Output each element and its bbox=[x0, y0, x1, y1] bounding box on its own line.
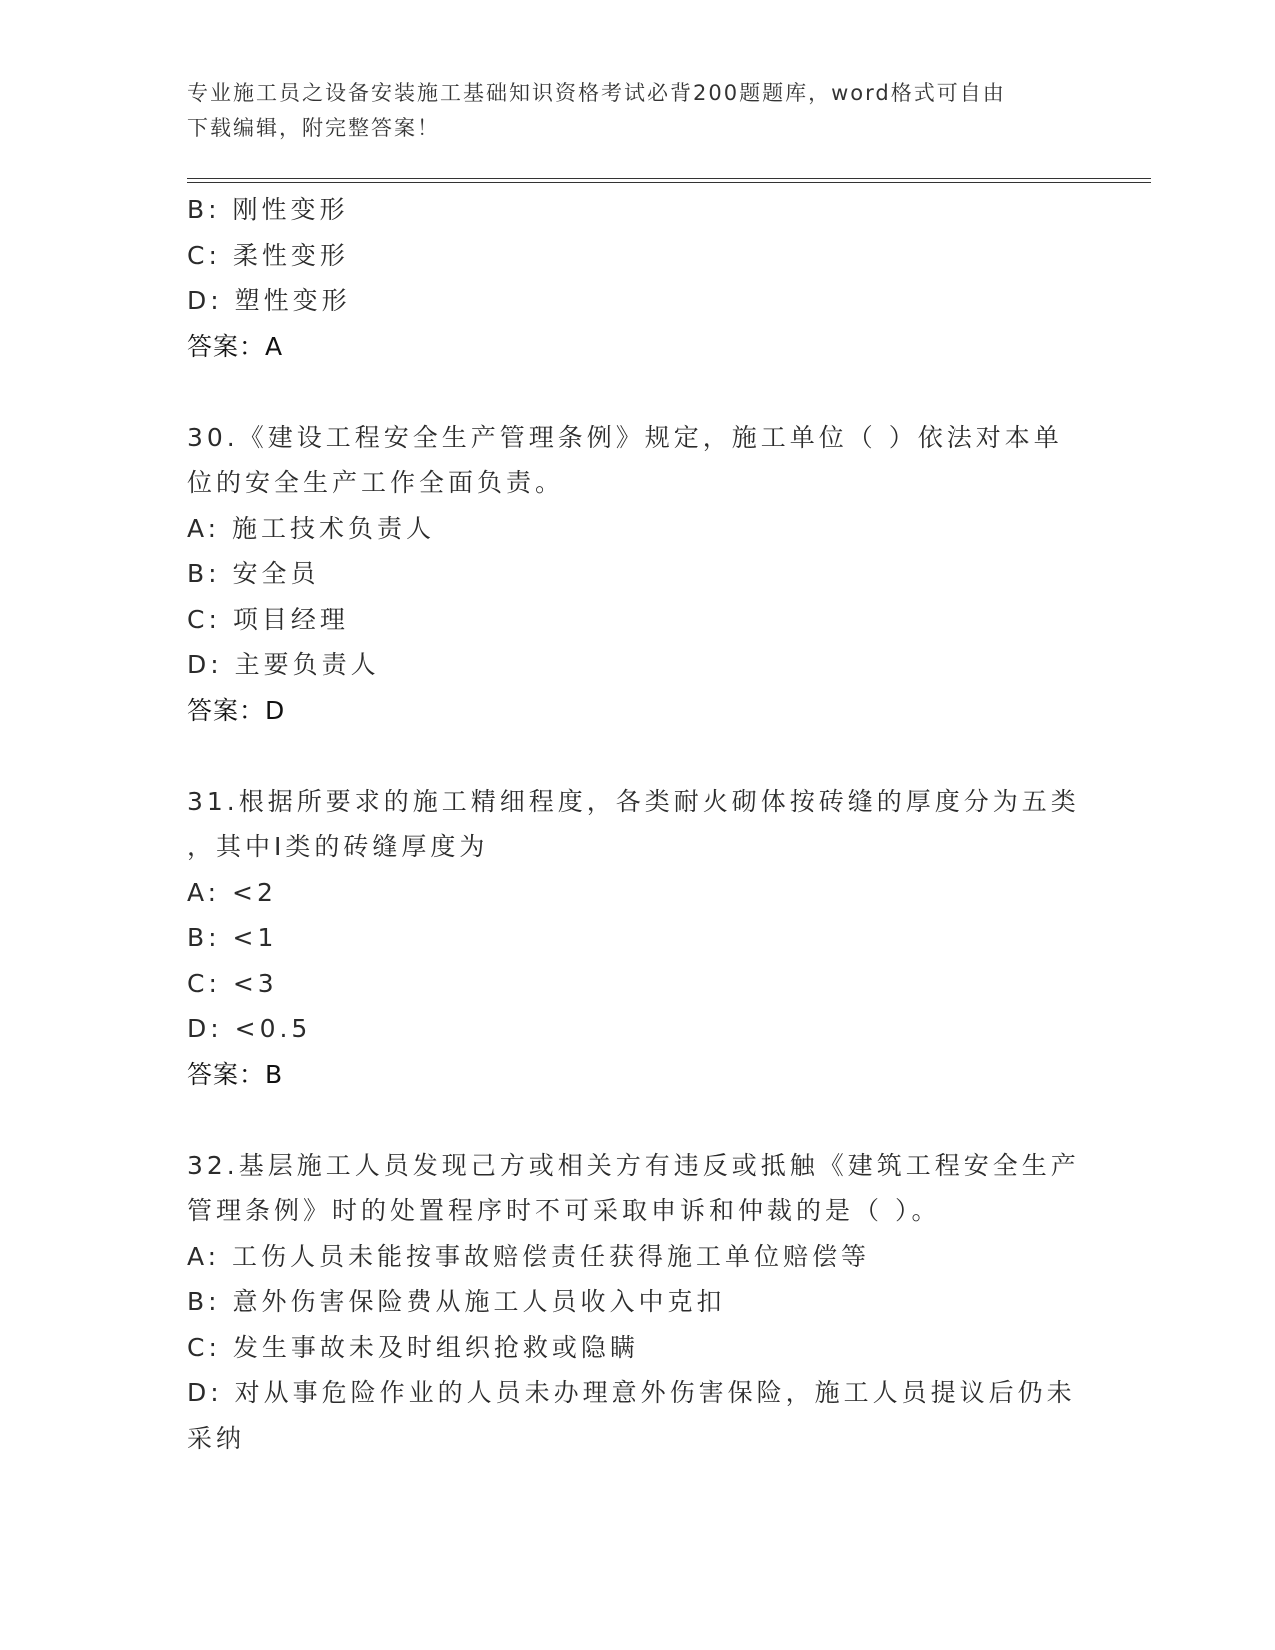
header-line-2: 下载编辑，附完整答案！ bbox=[187, 116, 440, 140]
question-stem-cont: ，其中Ⅰ类的砖缝厚度为 bbox=[187, 832, 489, 861]
answer: 答案：D bbox=[187, 695, 286, 725]
option-c: C: 项目经理 bbox=[187, 604, 349, 634]
question-stem: 32.基层施工人员发现己方或相关方有违反或抵触《建筑工程安全生产 bbox=[187, 1150, 1080, 1180]
question-32 bbox=[187, 1143, 1087, 1462]
option-b: B: 意外伤害保险费从施工人员收入中克扣 bbox=[187, 1287, 726, 1316]
option-c: C: 发生事故未及时组织抢救或隐瞒 bbox=[187, 1332, 639, 1362]
option-d: D: <0.5 bbox=[187, 1014, 312, 1043]
option-b: B: 安全员 bbox=[187, 559, 320, 588]
spacer bbox=[187, 1097, 1087, 1143]
answer: 答案：A bbox=[187, 331, 284, 361]
question-31 bbox=[187, 779, 1087, 1098]
document-header bbox=[187, 76, 1067, 146]
option-c: C: <3 bbox=[187, 968, 278, 998]
option-a: A: 施工技术负责人 bbox=[187, 513, 436, 543]
option-a: A: 工伤人员未能按事故赔偿责任获得施工单位赔偿等 bbox=[187, 1241, 871, 1271]
option-d: D: 塑性变形 bbox=[187, 286, 351, 315]
spacer bbox=[187, 733, 1087, 779]
option-d: D: 对从事危险作业的人员未办理意外伤害保险，施工人员提议后仍未 bbox=[187, 1378, 1076, 1407]
option-d: D: 主要负责人 bbox=[187, 650, 380, 679]
option-d-cont: 采纳 bbox=[187, 1423, 246, 1453]
answer: 答案：B bbox=[187, 1059, 284, 1089]
header-divider-bottom bbox=[187, 182, 1151, 183]
header-divider-top bbox=[187, 178, 1151, 179]
question-stem: 31.根据所要求的施工精细程度，各类耐火砌体按砖缝的厚度分为五类 bbox=[187, 786, 1080, 816]
option-b: B: <1 bbox=[187, 923, 278, 952]
option-c: C: 柔性变形 bbox=[187, 240, 349, 270]
question-stem-cont: 管理条例》时的处置程序时不可采取申诉和仲裁的是（ ）。 bbox=[187, 1196, 941, 1225]
question-list bbox=[187, 187, 1087, 1461]
spacer bbox=[187, 369, 1087, 415]
option-b: B: 刚性变形 bbox=[187, 195, 349, 224]
option-a: A: <2 bbox=[187, 877, 277, 907]
header-line-1: 专业施工员之设备安装施工基础知识资格考试必背200题题库，word格式可自由 bbox=[187, 81, 1006, 105]
question-30 bbox=[187, 415, 1087, 734]
question-stem: 30.《建设工程安全生产管理条例》规定，施工单位（ ）依法对本单 bbox=[187, 422, 1063, 452]
question-stem-cont: 位的安全生产工作全面负责。 bbox=[187, 468, 565, 497]
question-29-tail bbox=[187, 187, 1087, 369]
